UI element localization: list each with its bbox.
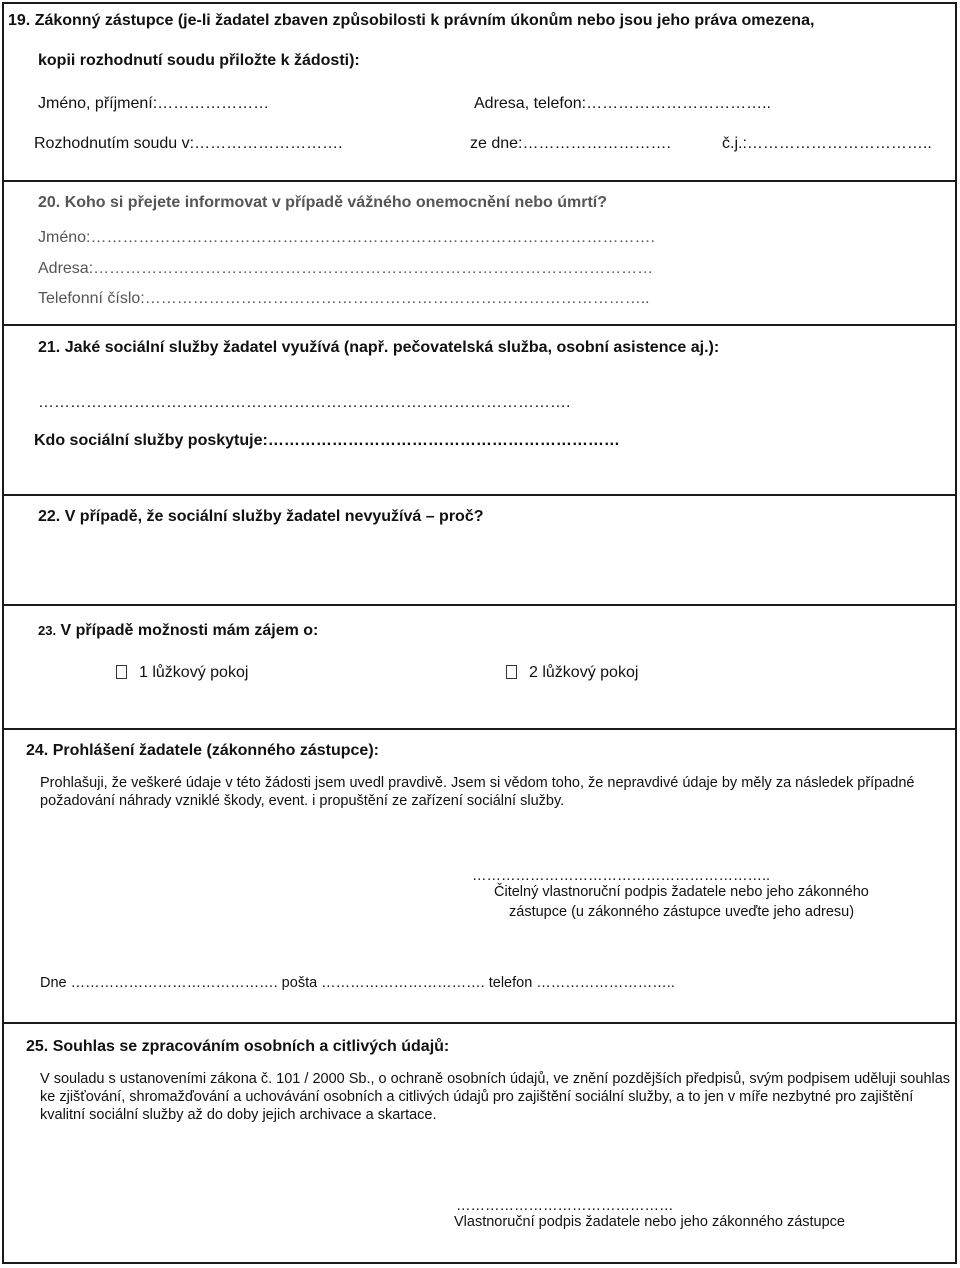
consent-signature-caption: Vlastnoruční podpis žadatele nebo jeho zákonného zástupce: [454, 1214, 845, 1230]
date-post-phone-line[interactable]: Dne ……………………………………. pošta ……………………………. telefon ………………………..: [40, 975, 675, 991]
court-date-field[interactable]: ze dne:……………………….: [470, 135, 671, 152]
section-19: [2, 2, 957, 182]
service-provider-field[interactable]: Kdo sociální služby poskytuje:…………………………………………………………: [34, 432, 620, 449]
section-23-title: [38, 622, 318, 640]
section-24: [2, 728, 957, 1024]
single-room-label: 1 lůžkový pokoj: [139, 664, 249, 681]
section-23-number: 23.: [38, 623, 57, 638]
section-20: [2, 180, 957, 326]
section-23: [2, 604, 957, 730]
option-single-room[interactable]: [116, 664, 248, 682]
signature-caption-line1: Čitelný vlastnoruční podpis žadatele nebo jeho zákonného: [494, 884, 869, 900]
section-22-title: 22. V případě, že sociální služby žadatel nevyužívá – proč?: [38, 508, 484, 525]
social-services-field[interactable]: ……………………………………………………………………………………….: [38, 394, 571, 411]
court-field[interactable]: Rozhodnutím soudu v:……………………….: [34, 135, 343, 152]
signature-line[interactable]: ……………………………………………………..: [472, 868, 771, 884]
case-ref-field[interactable]: č.j.:……………………………..: [722, 135, 932, 152]
section-21: [2, 324, 957, 496]
contact-phone-field[interactable]: Telefonní číslo:…………………………………………………………………………………..: [38, 290, 650, 307]
section-19-title-line1: 19. Zákonný zástupce (je-li žadatel zbaven způsobilosti k právním úkonům nebo jsou jeho práva omezena,: [8, 12, 815, 29]
consent-text: V souladu s ustanoveními zákona č. 101 / 2000 Sb., o ochraně osobních údajů, ve znění pozdějších předpisů, svým podpisem uděluji souhlas ke zjišťování, shromažďování a uchovávání osobních a citlivých údajů pro zajištění sociální služby, a to jen v míře nezbytné pro zajištění kvalitní sociální služby až do doby jejich archivace a skartace.: [40, 1071, 951, 1123]
consent-signature-line[interactable]: ………………………………………: [456, 1198, 674, 1214]
section-23-label: V případě možnosti mám zájem o:: [60, 622, 319, 639]
contact-name-field[interactable]: Jméno:…………………………………………………………………………………………….: [38, 229, 655, 246]
section-24-title: 24. Prohlášení žadatele (zákonného zástupce):: [26, 742, 379, 759]
section-21-title: 21. Jaké sociální služby žadatel využívá (např. pečovatelská služba, osobní asistence aj.):: [38, 339, 720, 356]
declaration-text: Prohlašuji, že veškeré údaje v této žádosti jsem uvedl pravdivě. Jsem si vědom toho, že nepravdivé údaje by měly za následek případné požadování náhrady vzniklé škody, event. i propuštění ze zařízení sociální služby.: [40, 775, 915, 809]
section-25-title: 25. Souhlas se zpracováním osobních a citlivých údajů:: [26, 1038, 450, 1055]
section-22: [2, 494, 957, 606]
section-25: [2, 1022, 957, 1264]
legal-rep-address-field[interactable]: Adresa, telefon:……………………………..: [474, 95, 771, 112]
legal-rep-name-field[interactable]: Jméno, příjmení:…………………: [38, 95, 270, 112]
section-20-title: 20. Koho si přejete informovat v případě vážného onemocnění nebo úmrtí?: [38, 194, 607, 211]
option-double-room[interactable]: [506, 664, 638, 682]
double-room-checkbox[interactable]: [506, 665, 517, 679]
contact-address-field[interactable]: Adresa:……………………………………………………………………………………………: [38, 260, 654, 277]
double-room-label: 2 lůžkový pokoj: [529, 664, 639, 681]
single-room-checkbox[interactable]: [116, 665, 127, 679]
signature-caption-line2: zástupce (u zákonného zástupce uveďte jeho adresu): [509, 904, 855, 920]
section-19-title-line2: kopii rozhodnutí soudu přiložte k žádosti):: [38, 52, 360, 69]
